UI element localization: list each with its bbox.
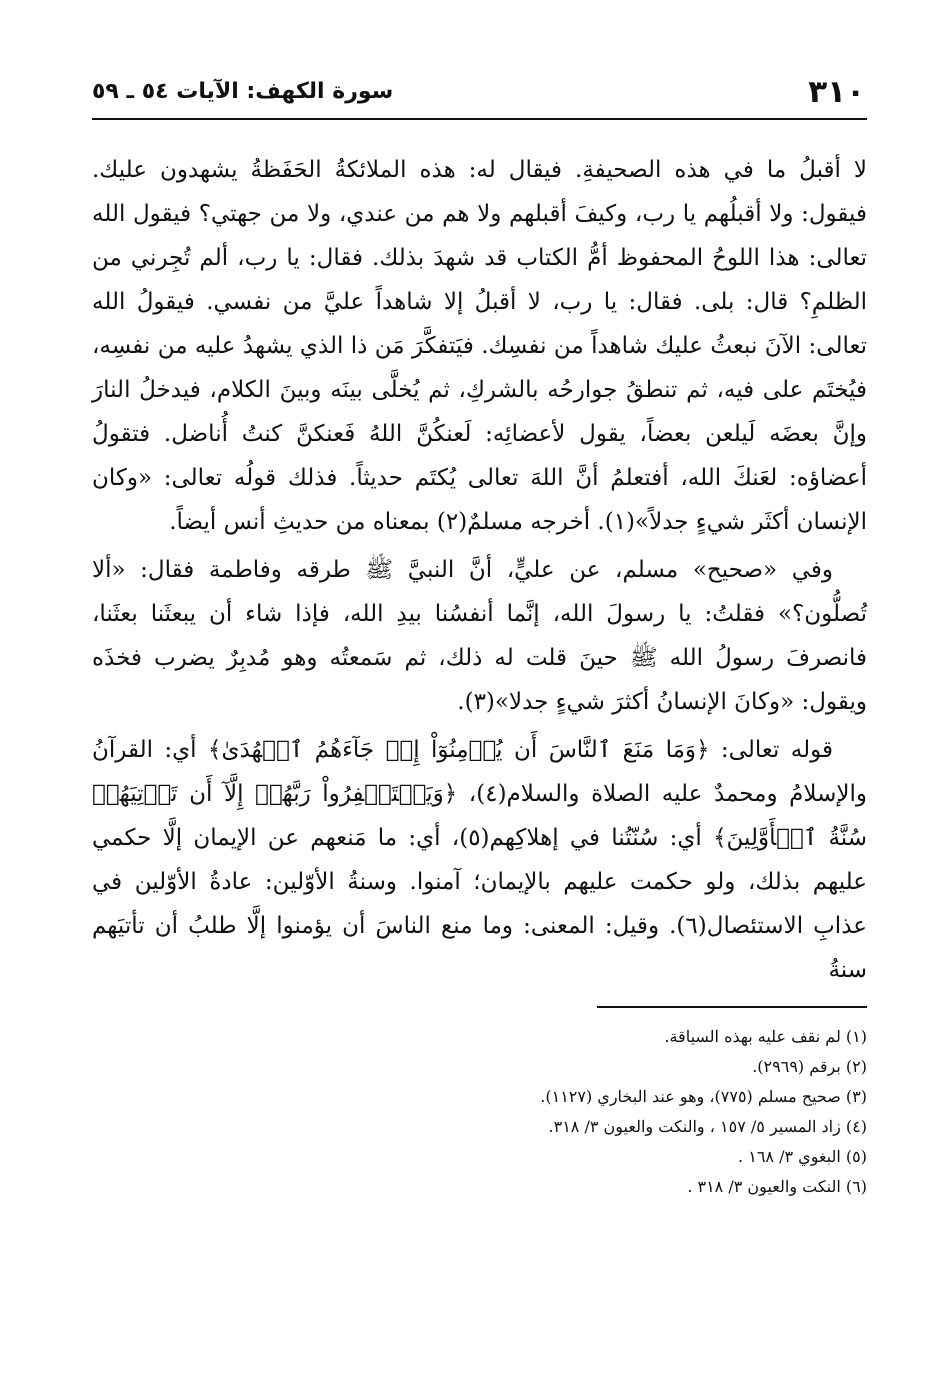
footnote: (٢) برقم (٢٩٦٩). (752, 1057, 867, 1076)
paragraph: قوله تعالى: ﴿وَمَا مَنَعَ ٱلنَّاسَ أَن يُؤۡمِنُوٓاْ إِذۡ جَآءَهُمُ ٱلۡهُدَىٰ﴾ أي: القرآنُ والإسلامُ ومحمدٌ عليه الصلاة والسلام(٤)، ﴿وَيَسۡتَغۡفِرُواْ رَبَّهُمۡ إِلَّآ أَن تَأۡتِيَهُمۡ سُنَّةُ ٱلۡأَوَّلِينَ﴾ أي: سُنّتُنا في إهلاكِهم(٥)، أي: ما مَنعهم عن الإيمان إلَّا حكمي عليهم بذلك، ولو حكمت عليهم بالإيمان؛ آمنوا. وسنةُ الأوّلين: عادةُ الأوّلين في عذابِ الاستئصال(٦). وقيل: المعنى: وما منع الناسَ أن يؤمنوا إلَّا طلبُ أن تأتيَهم سنةُ (92, 737, 867, 983)
book-page (92, 66, 867, 1202)
footnote-divider (597, 1006, 867, 1008)
paragraph: لا أقبلُ ما في هذه الصحيفةِ. فيقال له: هذه الملائكةُ الحَفَظةُ يشهدون عليك. فيقول: ولا أقبلُهم يا رب، وكيفَ أقبلهم ولا هم من عندي، ولا من جهتي؟ فيقول الله تعالى: هذا اللوحُ المحفوظ أمُّ الكتاب قد شهدَ بذلك. فقال: يا رب، ألم تُجِرني من الظلمِ؟ قال: بلى. فقال: يا رب، لا أقبلُ إلا شاهداً عليَّ من نفسي. فيقولُ الله تعالى: الآنَ نبعثُ عليك شاهداً من نفسِك. فيَتفكَّرَ مَن ذا الذي يشهدُ عليه من نفسِه، فيُختَم على فيه، ثم تنطقُ جوارحُه بالشركِ، ثم يُخلَّى بينَه وبينَ الكلام، فيدخلُ النارَ وإنَّ بعضَه لَيلعن بعضاً، يقول لأعضائِه: لَعنكُنَّ اللهُ فَعنكنَّ كنتُ أُناضل. فتقولُ أعضاؤه: لعَنكَ الله، أفتعلمُ أنَّ اللهَ تعالى يُكتَم حديثاً. فذلك قولُه تعالى: «وكان الإنسان أكثَر شيءٍ جدلاً»(١). أخرجه مسلمٌ(٢) بمعناه من حديثِ أنس أيضاً. (92, 157, 867, 535)
main-text (92, 148, 867, 992)
paragraph: وفي «صحيح» مسلم، عن عليٍّ، أنَّ النبيَّ ﷺ طرقه وفاطمة فقال: «ألا تُصلُّون؟» فقلتُ: يا رسولَ الله، إنَّما أنفسُنا بيدِ الله، فإذا شاء أن يبعثَنا بعثَنا، فانصرفَ رسولُ الله ﷺ حينَ قلت له ذلك، ثم سَمعتُه وهو مُدبِرٌ يضرب فخذَه ويقول: «وكانَ الإنسانُ أكثرَ شيءٍ جدلا»(٣). (92, 557, 867, 715)
footnote: (١) لم نقف عليه بهذه السياقة. (664, 1027, 867, 1046)
footnote: (٥) البغوي ٣/ ١٦٨ . (738, 1147, 867, 1166)
footnote: (٣) صحيح مسلم (٧٧٥)، وهو عند البخاري (١١٢٧). (540, 1087, 867, 1106)
page-header (92, 66, 867, 120)
footnote: (٤) زاد المسير ٥/ ١٥٧ ، والنكت والعيون ٣/ ٣١٨. (548, 1117, 867, 1136)
footnote: (٦) النكت والعيون ٣/ ٣١٨ . (687, 1177, 867, 1196)
footnotes (92, 1022, 867, 1202)
running-title: سورة الكهف: الآيات ٥٤ ـ ٥٩ (92, 79, 394, 104)
page-number: ٣١٠ (808, 74, 865, 110)
